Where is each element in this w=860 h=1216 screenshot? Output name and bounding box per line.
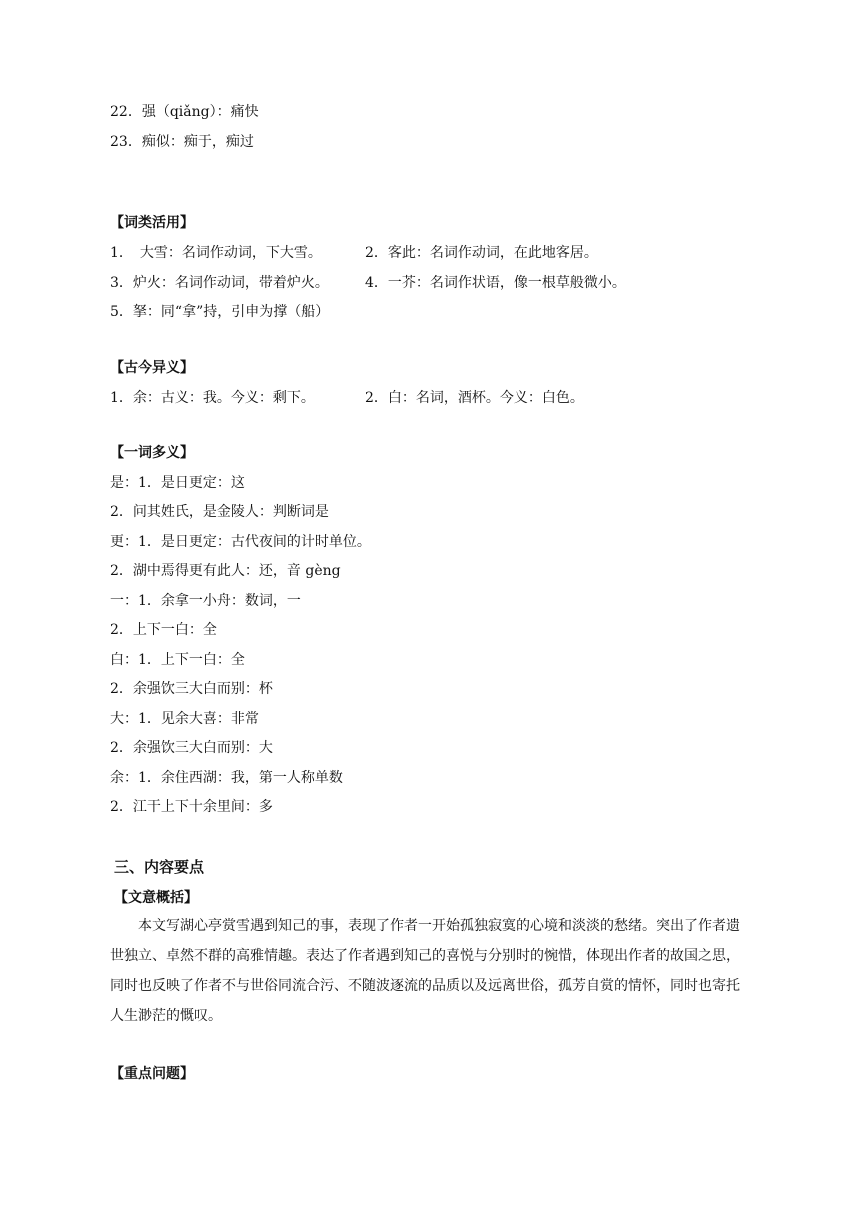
- polysemy-line: 2．湖中焉得更有此人：还，音 gèng: [110, 563, 341, 579]
- polysemy-line: 2．江干上下十余里间：多: [110, 799, 273, 815]
- wordclass-item-2: 2．客此：名词作动词，在此地客居。: [365, 245, 598, 261]
- ancient-modern-item-1: 1．余：古义：我。今义：剩下。: [110, 390, 315, 406]
- meaning-item-22: 22．强（qiǎng）：痛快: [110, 104, 259, 120]
- wordclass-item-5: 5．拏：同“拿”持，引申为撑（船）: [110, 304, 330, 320]
- summary-paragraph: 本文写湖心亭赏雪遇到知己的事，表现了作者一开始孤独寂寞的心境和淡淡的愁绪。突出了作者遗世独立、卓然不群的高雅情趣。表达了作者遇到知己的喜悦与分别时的惋惜，体现出作者的故国之思，同时也反映了作者不与世俗同流合污、不随波逐流的品质以及远离世俗，孤芳自赏的情怀，同时也寄托人生渺茫的慨叹。: [110, 918, 740, 1024]
- polysemy-line: 一：1．余拿一小舟：数词，一: [110, 593, 301, 609]
- polysemy-line: 余：1．余住西湖：我，第一人称单数: [110, 770, 343, 786]
- wordclass-heading: 【词类活用】: [110, 215, 194, 231]
- wordclass-item-1: 1． 大雪：名词作动词，下大雪。: [110, 245, 322, 261]
- polysemy-line: 2．上下一白：全: [110, 622, 217, 638]
- polysemy-line: 2．余强饮三大白而别：大: [110, 740, 273, 756]
- wordclass-item-4: 4．一芥：名词作状语，像一根草般微小。: [365, 275, 626, 291]
- summary-heading: 【文意概括】: [114, 890, 198, 906]
- polysemy-heading: 【一词多义】: [110, 445, 194, 461]
- polysemy-line: 是：1．是日更定：这: [110, 475, 245, 491]
- key-questions-heading: 【重点问题】: [110, 1066, 194, 1082]
- wordclass-item-3: 3．炉火：名词作动词，带着炉火。: [110, 275, 329, 291]
- polysemy-line: 2．余强饮三大白而别：杯: [110, 681, 273, 697]
- meaning-item-23: 23．痴似：痴于，痴过: [110, 134, 254, 150]
- polysemy-line: 2．问其姓氏，是金陵人：判断词是: [110, 504, 329, 520]
- polysemy-line: 更：1．是日更定：古代夜间的计时单位。: [110, 534, 371, 550]
- ancient-modern-item-2: 2．白：名词，酒杯。今义：白色。: [365, 390, 584, 406]
- polysemy-line: 白：1．上下一白：全: [110, 652, 245, 668]
- ancient-modern-heading: 【古今异义】: [110, 360, 194, 376]
- polysemy-line: 大：1．见余大喜：非常: [110, 711, 259, 727]
- section-title: 三、内容要点: [114, 858, 205, 876]
